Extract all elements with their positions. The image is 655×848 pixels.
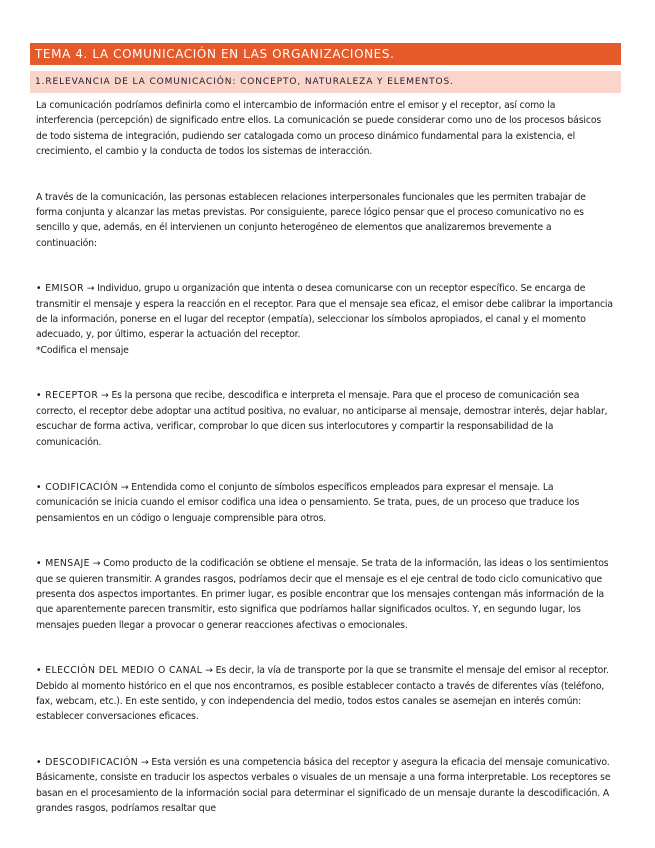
- element-term: • DESCODIFICACIÓN: [36, 756, 139, 768]
- intro-paragraph: La comunicación podríamos definirla como el intercambio de información entre el emisor y el receptor, así como la interferencia (percepción) de significado entre ellos. La comunicación se puede considerar como uno de los procesos básicos de todo sistema de integración, pudiendo ser catalogada como un proceso dinámico fundamental para la existencia, el crecimiento, el cambio y la conducta de todos los sistemas de interacción.: [36, 100, 602, 158]
- second-paragraph: A través de la comunicación, las personas establecen relaciones interpersonales funcionales que les permiten trabajar de forma conjunta y alcanzar las metas previstas. Por consiguiente, parece lógico pensar que el proceso comunicativo no es sencillo y que, además, en él intervienen un conjunto heterogéneo de elementos que analizaremos brevemente a continuación:: [36, 191, 586, 249]
- element-text: → Es decir, la vía de transporte por la que se transmite el mensaje del emisor al receptor. Debido al momento histórico en el que nos encontramos, es posible establecer contacto a través de diferentes vías (teléfono, fax, webcam, etc.). En este sentido, y con independencia del medio, todos estos canales se asemejan en interés común: establecer conversaciones eficaces.: [36, 665, 609, 723]
- element-mensaje: [36, 556, 614, 633]
- element-descodificacion: [36, 755, 614, 817]
- element-text: → Entendida como el conjunto de símbolos específicos empleados para expresar el mensaje. La comunicación se inicia cuando el emisor codifica una idea o pensamiento. Se trata, pues, de un proceso que traduce los pensamientos en un código o lenguaje comprensible para otros.: [36, 481, 580, 524]
- element-codificacion: [36, 480, 614, 526]
- chapter-title: TEMA 4. LA COMUNICACIÓN EN LAS ORGANIZACIONES.: [30, 43, 621, 65]
- element-term: • EMISOR: [36, 283, 84, 295]
- section-title: 1.RELEVANCIA DE LA COMUNICACIÓN: CONCEPTO, NATURALEZA Y ELEMENTOS.: [30, 71, 621, 93]
- element-term: • ELECCIÓN DEL MEDIO O CANAL: [36, 665, 203, 677]
- element-text: → Como producto de la codificación se obtiene el mensaje. Se trata de la información, las ideas o los sentimientos que se quieren transmitir. A grandes rasgos, podríamos decir que el mensaje es el eje central de todo ciclo comunicativo que presenta dos aspectos importantes. En primer lugar, es posible encontrar que los mensajes contengan más información de la que aparentemente parecen transmitir, esto significa que podríamos hallar significados ocultos. Y, en segundo lugar, los mensajes pueden llegar a provocar o generar reacciones afectivas o emocionales.: [36, 558, 609, 631]
- element-text: → Esta versión es una competencia básica del receptor y asegura la eficacia del mensaje comunicativo. Básicamente, consiste en traducir los aspectos verbales o visuales de un mensaje a una forma interpretable. Los receptores se basan en el procesamiento de la información social para determinar el significado de un mensaje durante la descodificación. A grandes rasgos, podríamos resaltar que: [36, 756, 611, 814]
- element-term: • RECEPTOR: [36, 390, 99, 402]
- body-text: [36, 98, 614, 846]
- element-emisor: [36, 281, 614, 358]
- element-canal: [36, 663, 614, 725]
- element-term: • MENSAJE: [36, 558, 90, 570]
- element-note: *Codifica el mensaje: [36, 344, 129, 356]
- element-text: → Individuo, grupo u organización que intenta o desea comunicarse con un receptor específico. Se encarga de transmitir el mensaje y espera la reacción en el receptor. Para que el mensaje sea eficaz, el emisor debe calibrar la importancia de la información, ponerse en el lugar del receptor (empatía), seleccionar los símbolos apropiados, el canal y el momento adecuado, y, por último, esperar la actuación del receptor.: [36, 283, 613, 341]
- element-receptor: [36, 388, 614, 450]
- element-text: → Es la persona que recibe, descodifica e interpreta el mensaje. Para que el proceso de comunicación sea correcto, el receptor debe adoptar una actitud positiva, no evaluar, no anticiparse al mensaje, demostrar interés, dejar hablar, escuchar de forma activa, verificar, comprobar lo que dicen sus interlocutores y compartir la responsabilidad de la comunicación.: [36, 390, 608, 448]
- element-term: • CODIFICACIÓN: [36, 481, 119, 493]
